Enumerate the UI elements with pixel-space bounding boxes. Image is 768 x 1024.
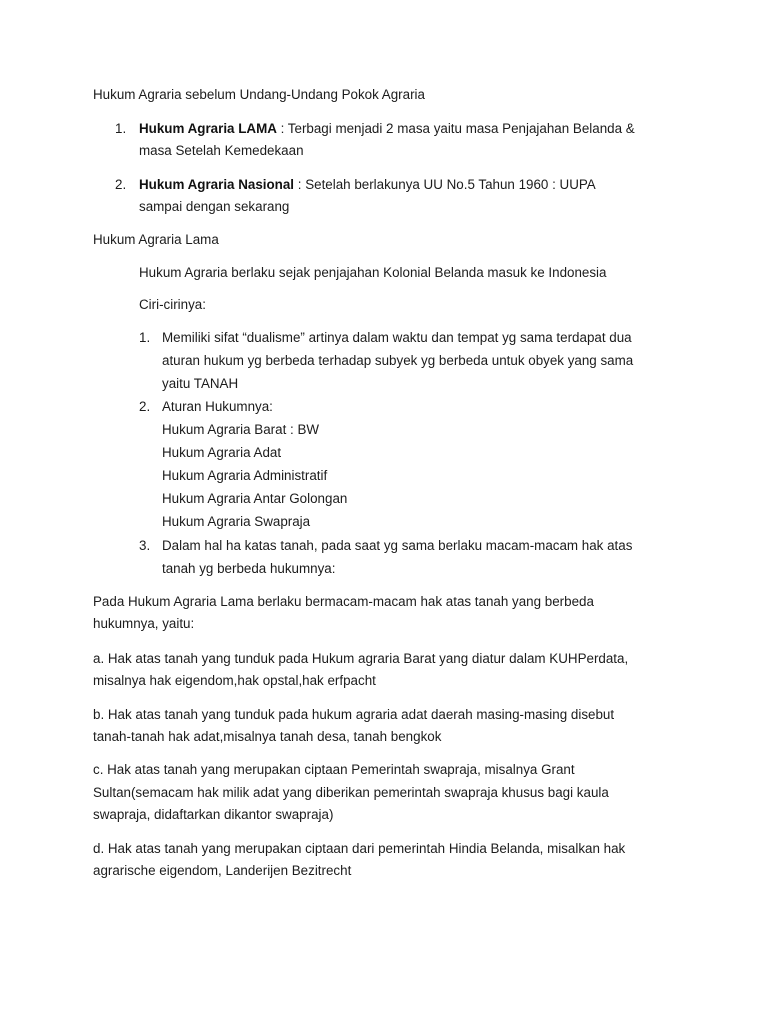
list-item-line: Memiliki sifat “dualisme” artinya dalam waktu dan tempat yg sama terdapat dua — [162, 330, 632, 345]
list-number: 2. — [139, 399, 151, 414]
point-line: b. Hak atas tanah yang tunduk pada hukum agraria adat daerah masing-masing disebut — [93, 707, 615, 722]
list-item-line: sampai dengan sekarang — [139, 199, 290, 214]
list-item-line: Aturan Hukumnya: — [162, 399, 273, 414]
list-item-text: : Setelah berlakunya UU No.5 Tahun 1960 : UUPA — [294, 177, 596, 192]
point-line: swapraja, didaftarkan dikantor swapraja) — [93, 807, 334, 822]
list-item-line — [139, 120, 635, 138]
point-line: misalnya hak eigendom,hak opstal,hak erfpacht — [93, 673, 376, 688]
list-item-line: Hukum Agraria Antar Golongan — [162, 491, 348, 506]
list-item-line: Hukum Agraria Barat : BW — [162, 422, 320, 437]
list-item-line: tanah yg berbeda hukumnya: — [162, 561, 336, 576]
list-item-line: Hukum Agraria Swapraja — [162, 514, 311, 529]
bold-term: Hukum Agraria LAMA — [139, 121, 277, 136]
bold-term: Hukum Agraria Nasional — [139, 177, 295, 192]
list-item-line: Hukum Agraria Adat — [162, 445, 282, 460]
point-line: Sultan(semacam hak milik adat yang diberikan pemerintah swapraja khusus bagi kaula — [93, 785, 609, 800]
list-number: 1. — [115, 121, 127, 136]
list-item-line — [139, 176, 596, 194]
point-line: d. Hak atas tanah yang merupakan ciptaan dari pemerintah Hindia Belanda, misalkan hak — [93, 841, 626, 856]
paragraph-line: Pada Hukum Agraria Lama berlaku bermacam-macam hak atas tanah yang berbeda — [93, 594, 594, 609]
list-item-line: masa Setelah Kemedekaan — [139, 143, 304, 158]
point-line: tanah-tanah hak adat,misalnya tanah desa, tanah bengkok — [93, 729, 442, 744]
ciri-label: Ciri-cirinya: — [139, 297, 206, 312]
list-number: 2. — [115, 177, 127, 192]
list-item-text: : Terbagi menjadi 2 masa yaitu masa Penjajahan Belanda & — [276, 121, 635, 136]
section-intro: Hukum Agraria berlaku sejak penjajahan Kolonial Belanda masuk ke Indonesia — [139, 265, 607, 280]
list-item-line: Hukum Agraria Administratif — [162, 468, 328, 483]
point-line: a. Hak atas tanah yang tunduk pada Hukum agraria Barat yang diatur dalam KUHPerdata, — [93, 651, 629, 666]
paragraph-line: hukumnya, yaitu: — [93, 616, 195, 631]
list-number: 3. — [139, 538, 151, 553]
page-heading: Hukum Agraria sebelum Undang-Undang Pokok Agraria — [93, 87, 425, 102]
point-line: c. Hak atas tanah yang merupakan ciptaan Pemerintah swapraja, misalnya Grant — [93, 762, 575, 777]
section-title: Hukum Agraria Lama — [93, 232, 219, 247]
list-number: 1. — [139, 330, 151, 345]
point-line: agrarische eigendom, Landerijen Bezitrecht — [93, 863, 352, 878]
list-item-line: Dalam hal ha katas tanah, pada saat yg sama berlaku macam-macam hak atas — [162, 538, 633, 553]
list-item-line: yaitu TANAH — [162, 376, 239, 391]
list-item-line: aturan hukum yg berbeda terhadap subyek yg berbeda untuk obyek yang sama — [162, 353, 634, 368]
